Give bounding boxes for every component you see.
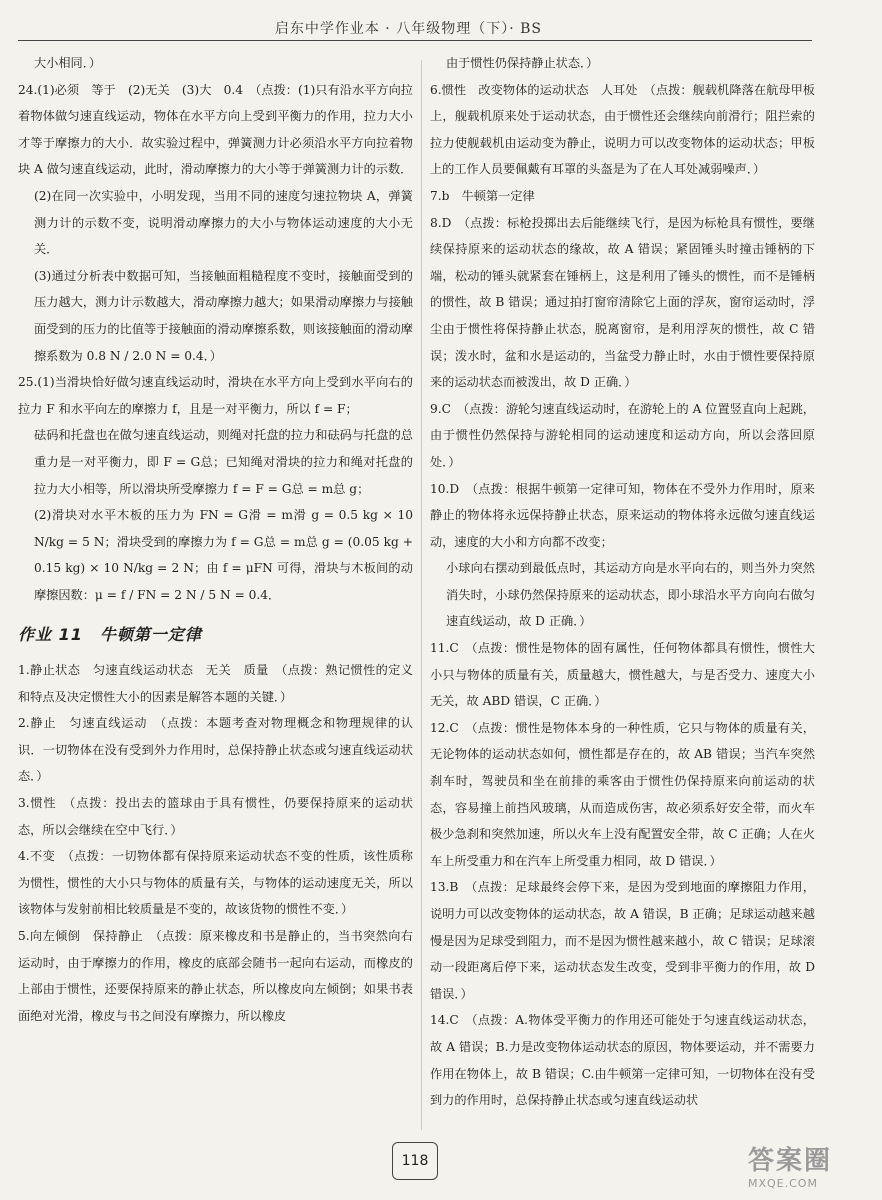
answer-paragraph: (2)滑块对水平木板的压力为 FN = G滑 = m滑 g = 0.5 kg × 10 N/kg = 5 N；滑块受到的摩擦力为 f = G总 = m总 g = (0.05 kg + 0.15 kg) × 10 N/kg = 2 N；由 f = μFN 可得，滑块与木板间的动摩擦因数：μ = f / FN = 2 N / 5 N = 0.4． — [34, 508, 413, 602]
answer-paragraph: 由于惯性仍保持静止状态．） — [446, 56, 599, 70]
answer-paragraph: 24.(1)必须 等于 (2)无关 (3)大 0.4 （点拨：(1)只有沿水平方向拉着物体做匀速直线运动，物体在水平方向上受到平衡力的作用，拉力大小才等于摩擦力的大小．故实验过程中，弹簧测力计必须沿水平方向拉着物块 A 做匀速直线运动，此时，滑动摩擦力的大小等于弹簧测力计的示数． — [18, 82, 413, 177]
answer-paragraph: 14.C （点拨：A.物体受平衡力的作用还可能处于匀速直线运动状态，故 A 错误；B.力是改变物体运动状态的原因，物体要运动，并不需要力作用在物体上，故 B 错误；C.由牛顿第一定律可知，一切物体在没有受到力的作用时，总保持静止状态或匀速直线运动状 — [430, 1013, 815, 1108]
answer-paragraph: 2.静止 匀速直线运动 （点拨：本题考查对物理概念和物理规律的认识．一切物体在没有受到外力作用时，总保持静止状态或匀速直线运动状态．） — [18, 716, 413, 784]
answer-paragraph: 砝码和托盘也在做匀速直线运动，则绳对托盘的拉力和砝码与托盘的总重力是一对平衡力，即 F = G总；已知绳对滑块的拉力和绳对托盘的拉力大小相等，所以滑块所受摩擦力 f = F = G总 = m总 g； — [34, 428, 413, 496]
answer-paragraph: 10.D （点拨：根据牛顿第一定律可知，物体在不受外力作用时，原来静止的物体将永远保持静止状态，原来运动的物体将永远做匀速直线运动，速度的大小和方向都不改变； — [430, 481, 815, 549]
watermark-logo-text: 答案圈 — [748, 1146, 833, 1176]
answer-paragraph: 12.C （点拨：惯性是物体本身的一种性质，它只与物体的质量有关，无论物体的运动状态如何，惯性都是存在的，故 AB 错误；当汽车突然刹车时，驾驶员和坐在前排的乘客由于惯性仍保持原来向前运动的状态，容易撞上前挡风玻璃，从而造成伤害，故必须系好安全带，而火车极少急刹和突然加速，所以火车上没有配置安全带，故 C 正确；人在火车上所受重力和在汽车上所受重力相同，故 D 错误．） — [430, 720, 815, 868]
answer-paragraph: 4.不变 （点拨：一切物体都有保持原来运动状态不变的性质，该性质称为惯性，惯性的大小只与物体的质量有关，与物体的运动速度无关，所以该物体与发射前相比较质量是不变的，故该货物的惯性不变．） — [18, 849, 413, 917]
answer-paragraph: 小球向右摆动到最低点时，其运动方向是水平向右的，则当外力突然消失时，小球仍然保持原来的运动状态，即小球沿水平方向向右做匀速直线运动，故 D 正确．） — [446, 561, 815, 629]
answer-paragraph: (2)在同一次实验中，小明发现，当用不同的速度匀速拉物块 A，弹簧测力计的示数不变，说明滑动摩擦力的大小与物体运动速度的大小无关． — [34, 188, 413, 257]
section-title: 作业 11 牛顿第一定律 — [18, 625, 202, 645]
page-header — [18, 14, 812, 41]
left-column — [18, 50, 413, 1140]
watermark-url: MXQE.COM — [748, 1177, 818, 1190]
page-number: 118 — [392, 1142, 438, 1180]
answer-paragraph: 6.惯性 改变物体的运动状态 人耳处 （点拨：舰载机降落在航母甲板上，舰载机原来处于运动状态，由于惯性还会继续向前滑行；阻拦索的拉力使舰载机由运动变为静止，说明力可以改变物体的运动状态；甲板上的工作人员要佩戴有耳罩的头盔是为了在人耳处减弱噪声．） — [430, 82, 815, 177]
answer-paragraph: 大小相同．） — [34, 56, 102, 70]
column-divider — [421, 60, 422, 1130]
answer-paragraph: 7.b 牛顿第一定律 — [430, 188, 535, 203]
answer-paragraph: 3.惯性 （点拨：投出去的篮球由于具有惯性，仍要保持原来的运动状态，所以会继续在空中飞行．） — [18, 796, 413, 837]
answer-paragraph: (3)通过分析表中数据可知，当接触面粗糙程度不变时，接触面受到的压力越大，测力计示数越大，滑动摩擦力越大；如果滑动摩擦力与接触面受到的压力的比值等于接触面的滑动摩擦系数，则该接触面的滑动摩擦系数为 0.8 N / 2.0 N = 0.4．） — [34, 268, 413, 363]
answer-paragraph: 11.C （点拨：惯性是物体的固有属性，任何物体都具有惯性，惯性大小只与物体的质量有关，质量越大，惯性越大，与是否受力、速度大小无关，故 ABD 错误，C 正确．） — [430, 641, 815, 709]
header-title: 启东中学作业本 · 八年级物理（下）· BS — [274, 21, 542, 37]
answer-paragraph: 8.D （点拨：标枪投掷出去后能继续飞行，是因为标枪具有惯性，要继续保持原来的运动状态的缘故，故 A 错误；紧固锤头时撞击锤柄的下端，松动的锤头就紧套在锤柄上，这是利用了锤头的惯性，而不是锤柄的惯性，故 B 错误；通过拍打窗帘清除它上面的浮灰，窗帘运动时，浮尘由于惯性将保持静止状态，脱离窗帘，是利用浮灰的惯性，故 C 错误；泼水时，盆和水是运动的，当盆受力静止时，水由于惯性要保持原来的运动状态而被泼出，故 D 正确．） — [430, 215, 815, 390]
answer-paragraph: 1.静止状态 匀速直线运动状态 无关 质量 （点拨：熟记惯性的定义和特点及决定惯性大小的因素是解答本题的关键．） — [18, 663, 413, 704]
answer-paragraph: 25.(1)当滑块恰好做匀速直线运动时，滑块在水平方向上受到水平向右的拉力 F 和水平向左的摩擦力 f，且是一对平衡力，所以 f = F； — [18, 375, 413, 416]
answer-paragraph: 13.B （点拨：足球最终会停下来，是因为受到地面的摩擦阻力作用，说明力可以改变物体的运动状态，故 A 错误，B 正确；足球运动越来越慢是因为足球受到阻力，而不是因为惯性越来越小，故 C 错误；足球滚动一段距离后停下来，运动状态发生改变，受到非平衡力的作用，故 D 错误．） — [430, 880, 815, 1001]
answer-paragraph: 9.C （点拨：游轮匀速直线运动时，在游轮上的 A 位置竖直向上起跳，由于惯性仍然保持与游轮相同的运动速度和运动方向，所以会落回原处．） — [430, 401, 815, 469]
answer-paragraph: 5.向左倾倒 保持静止 （点拨：原来橡皮和书是静止的，当书突然向右运动时，由于摩擦力的作用，橡皮的底部会随书一起向右运动，而橡皮的上部由于惯性，还要保持原来的静止状态，所以橡皮向左倾倒；如果书表面绝对光滑，橡皮与书之间没有摩擦力，所以橡皮 — [18, 929, 413, 1023]
watermark — [748, 1140, 868, 1190]
right-column — [430, 50, 815, 1140]
